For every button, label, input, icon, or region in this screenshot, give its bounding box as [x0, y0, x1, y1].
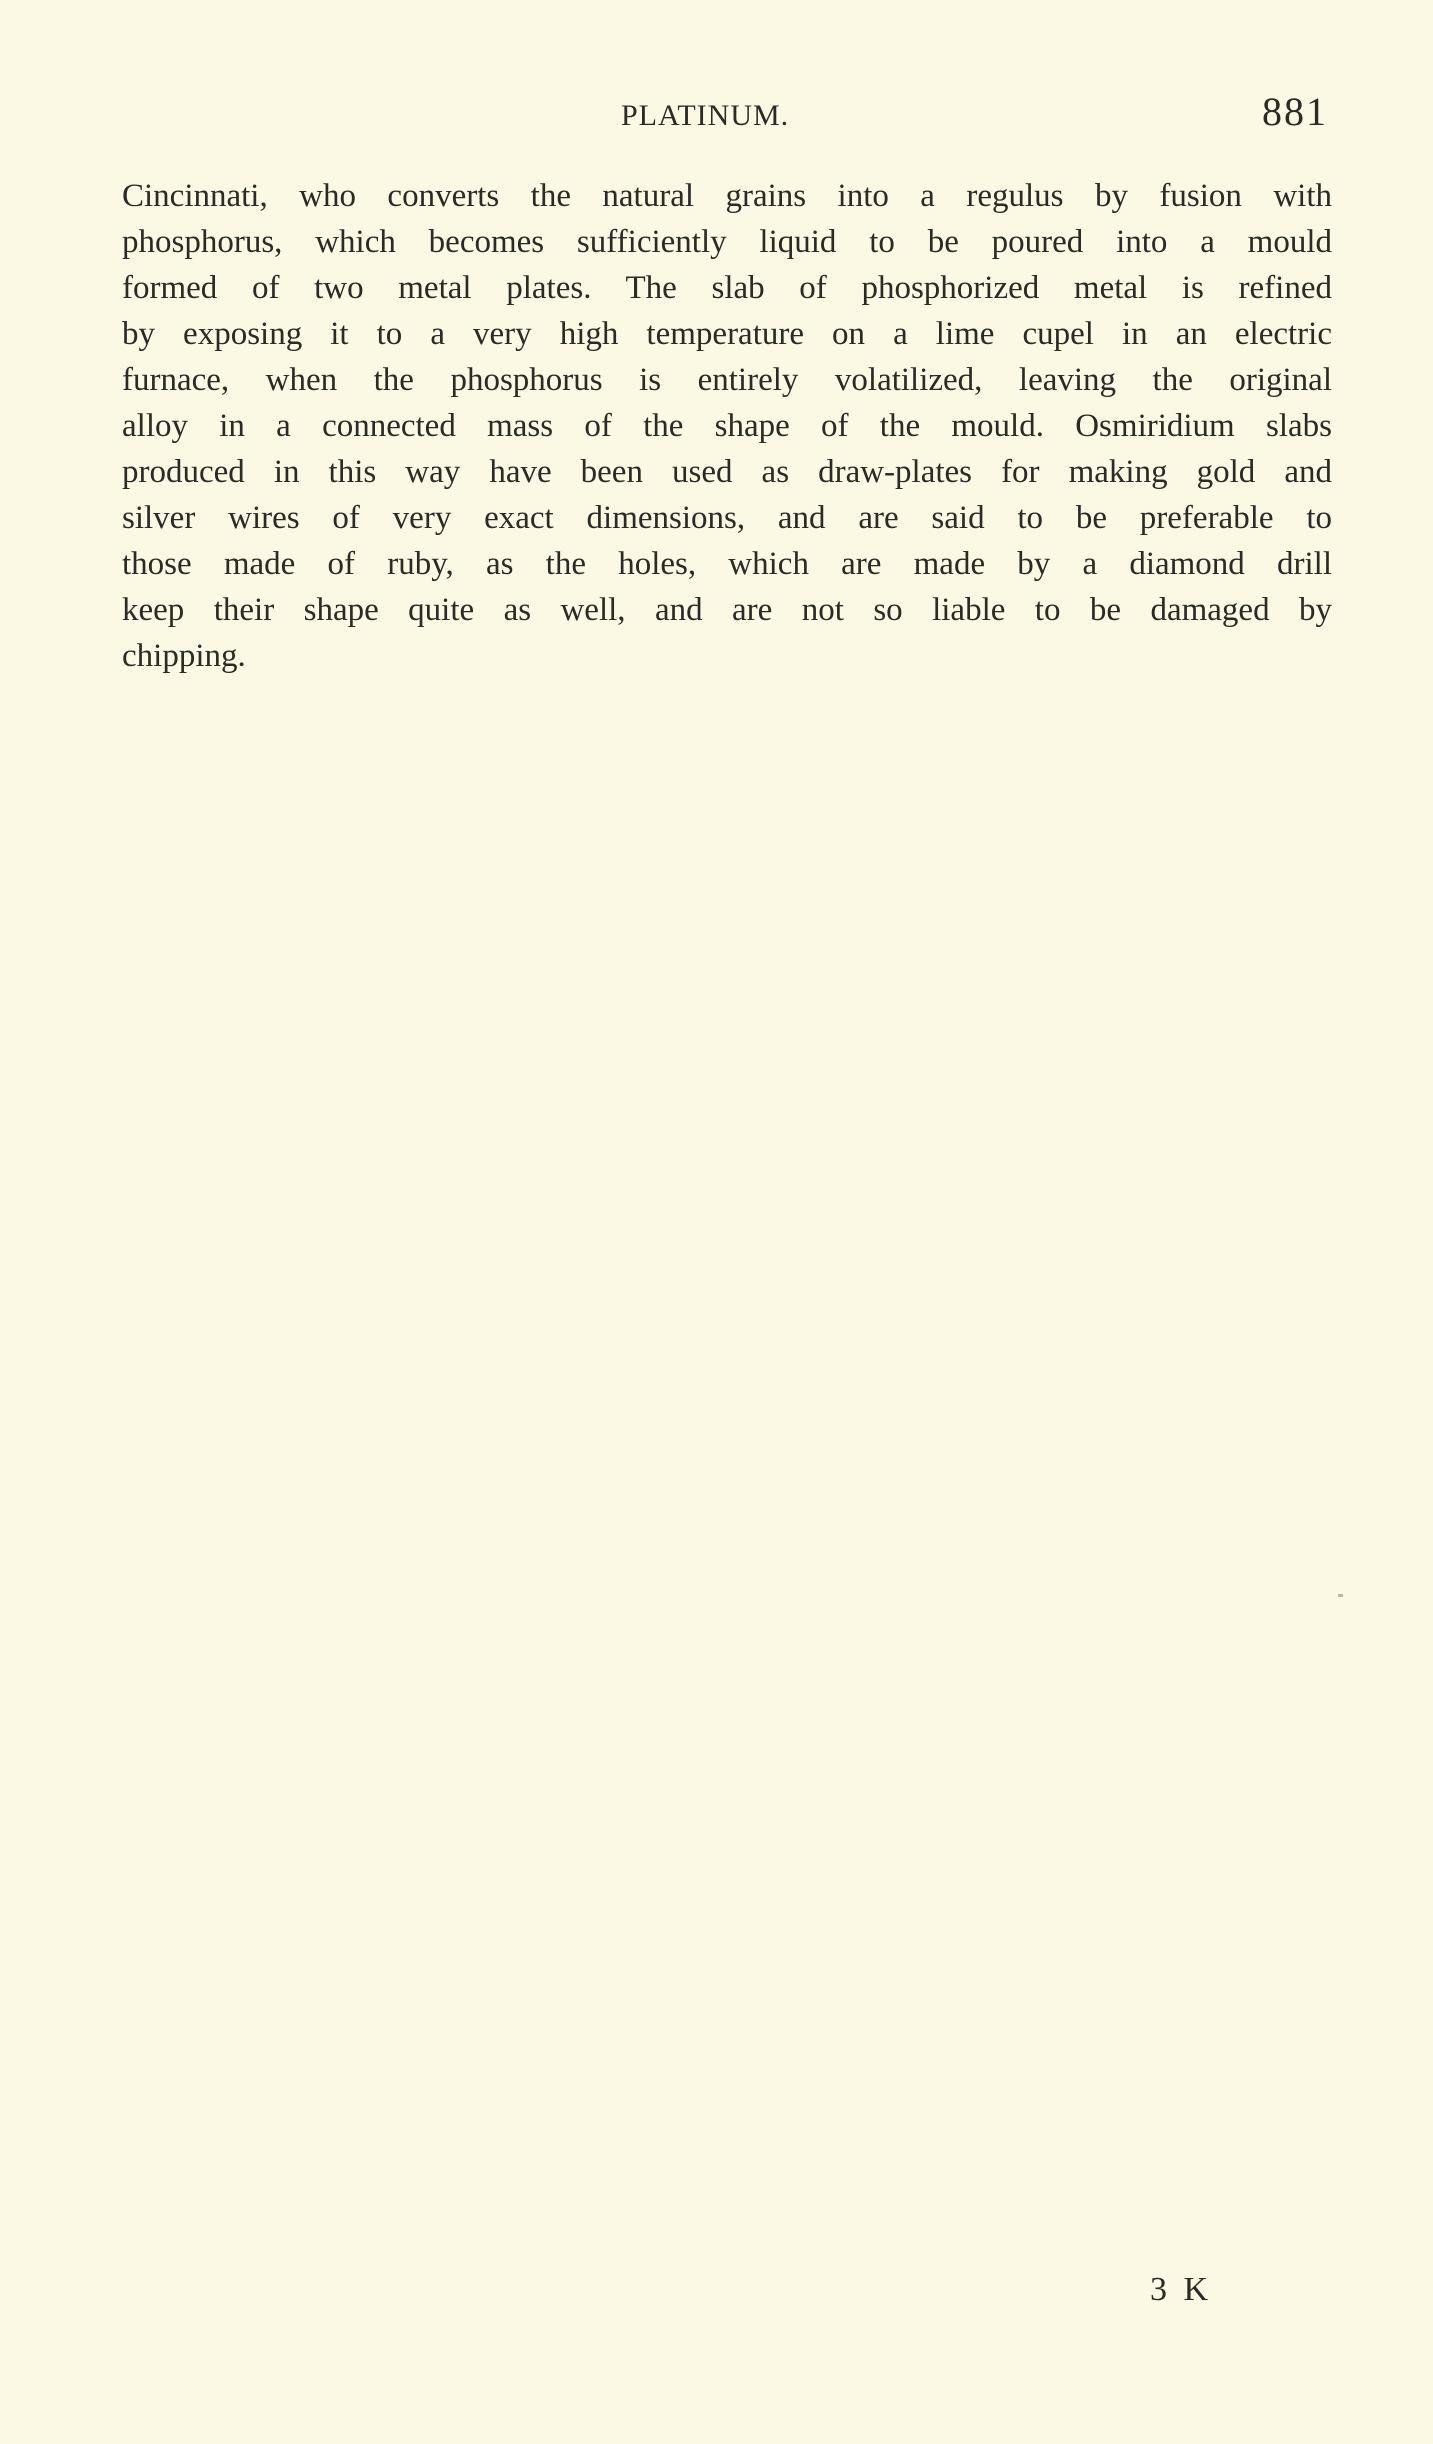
- text-line: by exposing it to a very high temperature on a lime cupel in an electric: [122, 316, 1332, 352]
- print-speck: [1338, 1594, 1343, 1597]
- text-line: chipping.: [122, 638, 246, 674]
- page-number: 881: [1262, 89, 1328, 134]
- text-line: alloy in a connected mass of the shape of the mould. Osmiridium slabs: [122, 408, 1332, 444]
- text-line: those made of ruby, as the holes, which are made by a diamond drill: [122, 546, 1332, 582]
- text-line: formed of two metal plates. The slab of phosphorized metal is refined: [122, 270, 1332, 306]
- running-head: [0, 89, 1433, 136]
- text-line: phosphorus, which becomes sufficiently liquid to be poured into a mould: [122, 224, 1332, 260]
- text-line: Cincinnati, who converts the natural grains into a regulus by fusion with: [122, 178, 1332, 214]
- body-paragraph: [122, 173, 1332, 679]
- text-line: silver wires of very exact dimensions, and are said to be preferable to: [122, 500, 1332, 536]
- text-line: furnace, when the phosphorus is entirely volatilized, leaving the original: [122, 362, 1332, 398]
- running-title: PLATINUM.: [621, 99, 790, 132]
- text-line: produced in this way have been used as draw-plates for making gold and: [122, 454, 1332, 490]
- text-line: keep their shape quite as well, and are not so liable to be damaged by: [122, 592, 1332, 628]
- signature-mark: 3 K: [1150, 2271, 1213, 2308]
